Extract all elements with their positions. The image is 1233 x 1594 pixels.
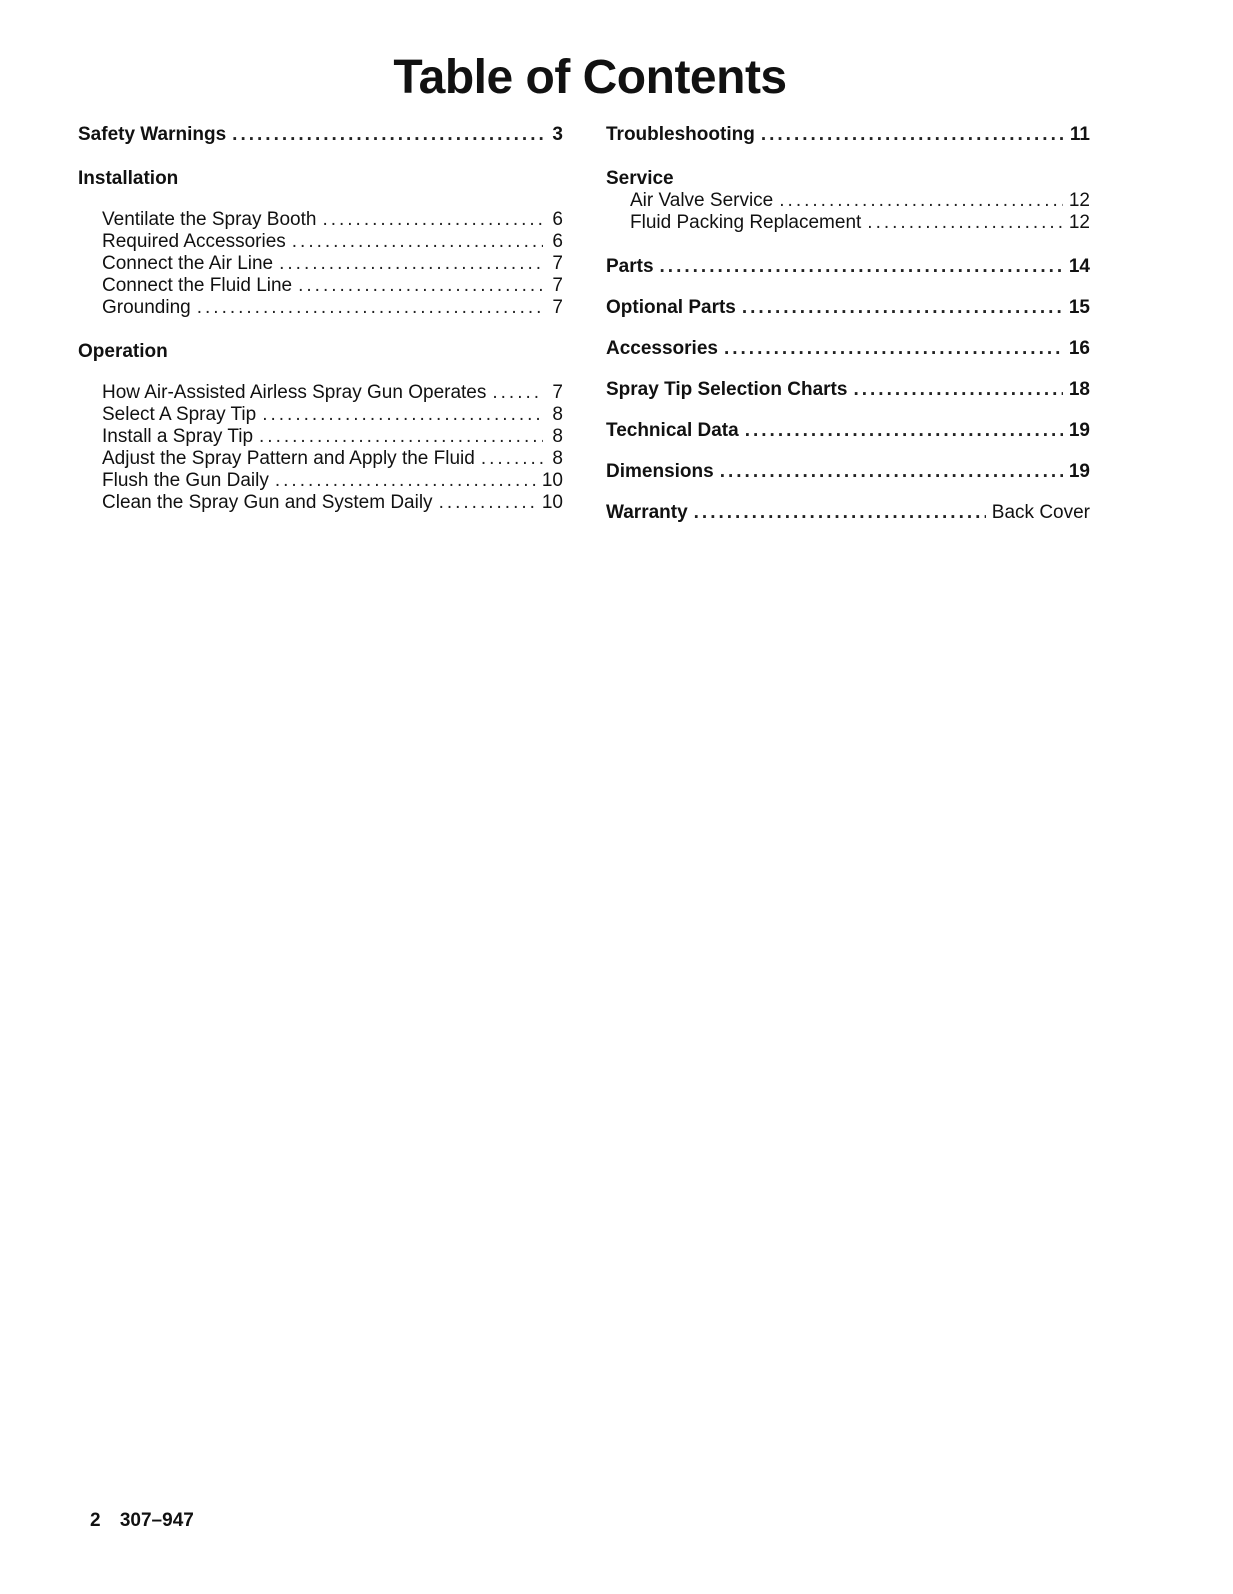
- toc-entry[interactable]: [78, 209, 563, 231]
- dot-leader: [232, 124, 543, 146]
- toc-entry[interactable]: [78, 448, 563, 470]
- toc-entry-page: 6: [552, 209, 563, 230]
- toc-entry-page: 19: [1068, 461, 1090, 482]
- dot-leader: [275, 470, 536, 492]
- toc-entry-accessories[interactable]: [606, 338, 1090, 360]
- toc-entry-page: 10: [541, 470, 563, 491]
- toc-entry-page: 8: [552, 404, 563, 425]
- section-heading-installation: Installation: [78, 168, 179, 189]
- toc-entry-label: Technical Data: [606, 420, 739, 441]
- dot-leader: [298, 275, 543, 297]
- dot-leader: [694, 502, 986, 524]
- footer-doc-number: 307–947: [119, 1510, 194, 1531]
- toc-entry-page: 14: [1068, 256, 1090, 277]
- toc-entry-troubleshooting[interactable]: [606, 124, 1090, 146]
- toc-entry-page: 7: [552, 253, 563, 274]
- toc-entry-page: 3: [552, 124, 563, 145]
- dot-leader: [481, 448, 543, 470]
- dot-leader: [867, 212, 1063, 234]
- toc-entry[interactable]: [78, 231, 563, 253]
- dot-leader: [853, 379, 1062, 401]
- section-heading-service: Service: [606, 168, 674, 189]
- toc-entry-safety-warnings[interactable]: [78, 124, 563, 146]
- dot-leader: [262, 404, 543, 426]
- toc-entry[interactable]: [78, 470, 563, 492]
- toc-entry-label: Spray Tip Selection Charts: [606, 379, 848, 400]
- toc-entry-page: 15: [1068, 297, 1090, 318]
- section-heading-operation: Operation: [78, 341, 168, 362]
- toc-entry[interactable]: [606, 212, 1090, 234]
- toc-entry-label: Adjust the Spray Pattern and Apply the Fluid: [102, 448, 475, 469]
- toc-entry-label: Accessories: [606, 338, 718, 359]
- dot-leader: [742, 297, 1063, 319]
- toc-entry-label: Fluid Packing Replacement: [630, 212, 862, 233]
- toc-entry-page: 7: [552, 275, 563, 296]
- toc-entry-label: Select A Spray Tip: [102, 404, 257, 425]
- toc-entry-page: 7: [552, 297, 563, 318]
- toc-left-column: [78, 124, 563, 514]
- toc-entry[interactable]: [78, 492, 563, 514]
- toc-entry-page: 18: [1068, 379, 1090, 400]
- toc-entry-page: 19: [1068, 420, 1090, 441]
- toc-entry-page: 16: [1068, 338, 1090, 359]
- toc-entry[interactable]: [78, 382, 563, 404]
- toc-entry-label: Grounding: [102, 297, 191, 318]
- dot-leader: [279, 253, 543, 275]
- dot-leader: [292, 231, 543, 253]
- toc-entry[interactable]: [78, 426, 563, 448]
- toc-entry-label: Install a Spray Tip: [102, 426, 254, 447]
- dot-leader: [761, 124, 1064, 146]
- toc-entry-label: Parts: [606, 256, 654, 277]
- toc-entry-page: 10: [541, 492, 563, 513]
- toc-entry-page: 6: [552, 231, 563, 252]
- toc-entry-label: Connect the Fluid Line: [102, 275, 293, 296]
- toc-entry-warranty[interactable]: [606, 502, 1090, 524]
- toc-entry-label: How Air-Assisted Airless Spray Gun Operates: [102, 382, 487, 403]
- toc-entry-page: 12: [1068, 212, 1090, 233]
- toc-entry-dimensions[interactable]: [606, 461, 1090, 483]
- toc-entry[interactable]: [78, 253, 563, 275]
- toc-entry-label: Dimensions: [606, 461, 714, 482]
- dot-leader: [724, 338, 1063, 360]
- toc-entry-label: Safety Warnings: [78, 124, 227, 145]
- toc-entry-page: Back Cover: [991, 502, 1090, 523]
- dot-leader: [745, 420, 1063, 442]
- toc-entry[interactable]: [78, 275, 563, 297]
- toc-entry-page: 7: [552, 382, 563, 403]
- toc-entry-label: Optional Parts: [606, 297, 736, 318]
- page-title: Table of Contents: [393, 51, 787, 104]
- toc-entry-label: Air Valve Service: [630, 190, 774, 211]
- toc-entry-label: Warranty: [606, 502, 688, 523]
- toc-entry-spray-tip-selection-charts[interactable]: [606, 379, 1090, 401]
- toc-entry-parts[interactable]: [606, 256, 1090, 278]
- page-footer: [90, 1510, 208, 1532]
- dot-leader: [259, 426, 543, 448]
- toc-entry-label: Troubleshooting: [606, 124, 755, 145]
- toc-entry-page: 12: [1068, 190, 1090, 211]
- toc-entry-label: Flush the Gun Daily: [102, 470, 269, 491]
- toc-entry-label: Ventilate the Spray Booth: [102, 209, 317, 230]
- dot-leader: [779, 190, 1063, 212]
- footer-page-number: 2: [90, 1510, 101, 1531]
- toc-entry-label: Connect the Air Line: [102, 253, 274, 274]
- toc-entry-page: 8: [552, 426, 563, 447]
- dot-leader: [660, 256, 1063, 278]
- toc-entry-label: Required Accessories: [102, 231, 286, 252]
- toc-entry-optional-parts[interactable]: [606, 297, 1090, 319]
- toc-entry-page: 8: [552, 448, 563, 469]
- dot-leader: [439, 492, 536, 514]
- dot-leader: [720, 461, 1063, 483]
- toc-entry-technical-data[interactable]: [606, 420, 1090, 442]
- toc-entry[interactable]: [78, 297, 563, 319]
- toc-right-column: [606, 124, 1090, 524]
- toc-entry-label: Clean the Spray Gun and System Daily: [102, 492, 433, 513]
- dot-leader: [492, 382, 543, 404]
- dot-leader: [197, 297, 543, 319]
- toc-entry-page: 11: [1069, 124, 1090, 145]
- dot-leader: [322, 209, 543, 231]
- toc-entry[interactable]: [78, 404, 563, 426]
- toc-entry[interactable]: [606, 190, 1090, 212]
